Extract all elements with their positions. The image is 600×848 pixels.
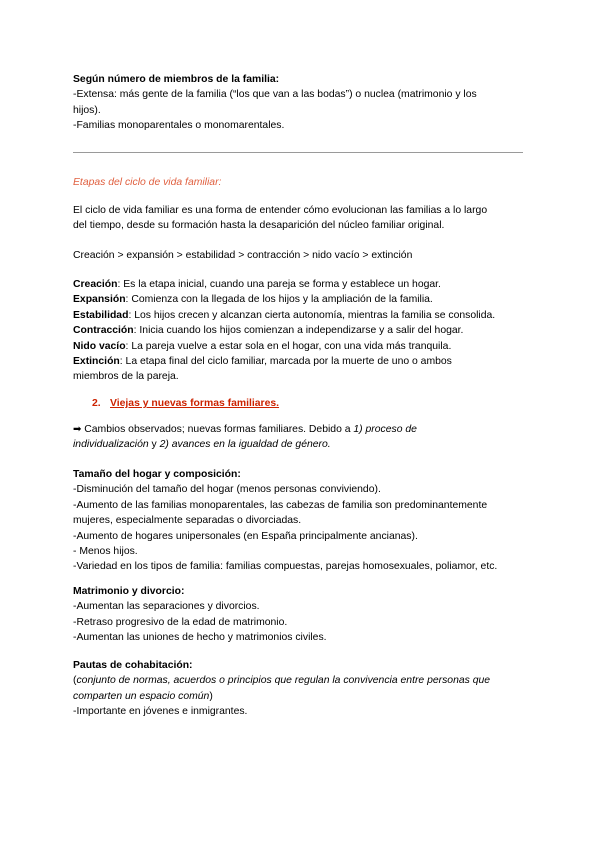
section-2-heading (92, 396, 552, 411)
horizontal-divider (73, 152, 523, 153)
text-line: -Aumentan las uniones de hecho y matrimonios civiles. (73, 632, 327, 644)
life-cycle-intro (73, 203, 533, 234)
section-marriage (73, 584, 533, 646)
definition-line: conjunto de normas, acuerdos o principios que regulan la convivencia entre personas que (76, 675, 491, 687)
changes-paragraph (73, 422, 533, 453)
section-cohabitation (73, 658, 533, 720)
stage-item (73, 339, 533, 354)
text-line: -Familias monoparentales o monomarentales. (73, 120, 285, 132)
conjunction: y (148, 439, 160, 451)
stage-desc: : Los hijos crecen y alcanzan cierta autonomía, mientras la familia se consolida. (128, 309, 496, 321)
section-title: Viejas y nuevas formas familiares. (110, 398, 280, 409)
stage-desc: : Inicia cuando los hijos comienzan a independizarse y a salir del hogar. (133, 325, 464, 337)
section-household (73, 467, 533, 575)
text-line: Creación > expansión > estabilidad > contracción > nido vacío > extinción (73, 250, 413, 261)
stage-item (73, 323, 533, 338)
section-life-cycle-heading (73, 175, 533, 190)
stage-term: Creación (73, 279, 118, 290)
arrow-right-icon: ➡ (73, 424, 82, 435)
stage-term: Expansión (73, 294, 126, 306)
cause-2: 2) avances en la igualdad de género. (159, 439, 331, 451)
text-line: -Extensa: más gente de la familia (“los que van a las bodas”) o nuclea (matrimonio y los (73, 89, 477, 101)
stage-item (73, 277, 533, 292)
stage-desc: : Comienza con la llegada de los hijos y la ampliación de la familia. (125, 294, 433, 306)
section-heading: Tamaño del hogar y composición: (73, 469, 241, 480)
stage-term: Extinción (73, 356, 120, 368)
stage-desc: : La etapa final del ciclo familiar, marcada por la muerte de uno o ambos (119, 356, 452, 368)
stage-item (73, 308, 533, 323)
stage-term: Nido vacío (73, 340, 126, 352)
stage-item (73, 292, 533, 307)
life-cycle-sequence (73, 248, 533, 263)
text-line: -Aumento de las familias monoparentales, las cabezas de familia son predominantemente (73, 499, 488, 511)
text-line: El ciclo de vida familiar es una forma de entender cómo evolucionan las familias a lo largo (73, 205, 488, 216)
text-line: -Retraso progresivo de la edad de matrimonio. (73, 616, 288, 628)
stage-desc: : La pareja vuelve a estar sola en el hogar, con una vida más tranquila. (125, 340, 452, 352)
text-line: del tiempo, desde su formación hasta la desaparición del núcleo familiar original. (73, 220, 445, 232)
text-line: - Menos hijos. (73, 546, 138, 558)
section-number: 2. (92, 398, 101, 409)
section-family-members (73, 72, 533, 134)
stage-item (73, 354, 533, 369)
text-line: hijos). (73, 104, 101, 116)
text-line: miembros de la pareja. (73, 371, 179, 383)
text-line: -Variedad en los tipos de familia: familias compuestas, parejas homosexuales, poliamor, etc. (73, 561, 498, 573)
section-heading: Matrimonio y divorcio: (73, 586, 185, 597)
text-line: mujeres, especialmente separadas o divorciadas. (73, 515, 302, 527)
paren-open: ( (73, 675, 77, 687)
text-line: -Disminución del tamaño del hogar (menos personas conviviendo). (73, 484, 381, 496)
section-heading: Según número de miembros de la familia: (73, 74, 280, 85)
cause-1-cont: individualización (73, 439, 149, 451)
cause-1: 1) proceso de (353, 424, 417, 435)
paren-close: ) (209, 690, 213, 702)
stage-term: Estabilidad (73, 309, 129, 321)
section-heading: Etapas del ciclo de vida familiar: (73, 177, 222, 188)
stage-term: Contracción (73, 325, 134, 337)
definition-line: comparten un espacio común (73, 690, 210, 702)
section-heading: Pautas de cohabitación: (73, 660, 193, 671)
stage-desc: : Es la etapa inicial, cuando una pareja se forma y establece un hogar. (117, 279, 441, 290)
life-cycle-stages (73, 277, 533, 385)
text-line: -Aumentan las separaciones y divorcios. (73, 601, 260, 613)
text-line: -Aumento de hogares unipersonales (en España principalmente ancianas). (73, 530, 418, 542)
text-line: -Importante en jóvenes e inmigrantes. (73, 706, 248, 718)
changes-text: Cambios observados; nuevas formas familiares. Debido a (81, 424, 354, 435)
